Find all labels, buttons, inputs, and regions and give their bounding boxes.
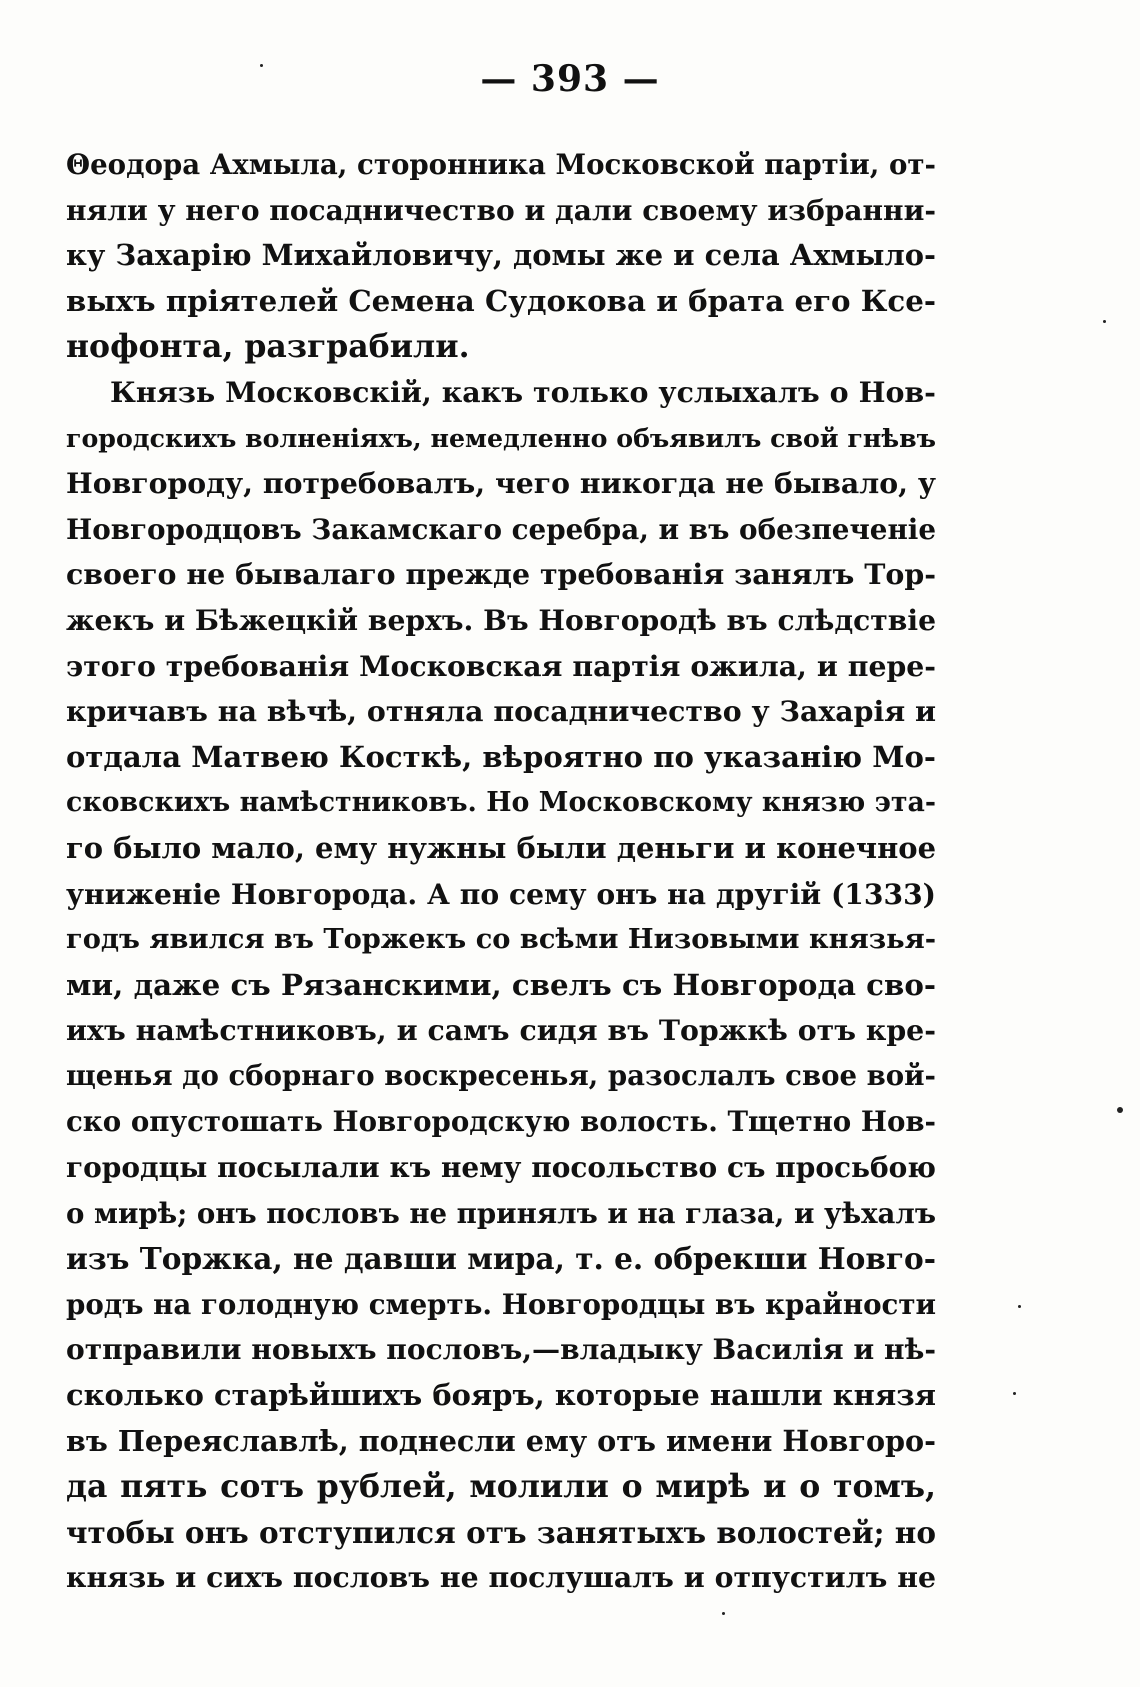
text-line: Новгороду, потребовалъ, чего никогда не бывало, у — [66, 466, 936, 501]
ink-speck — [1117, 1107, 1123, 1113]
text-line: ихъ намѣстниковъ, и самъ сидя въ Торжкѣ отъ кре- — [66, 1013, 936, 1048]
ink-speck — [260, 64, 263, 67]
text-line: ми, даже съ Рязанскими, свелъ съ Новгорода сво- — [66, 967, 936, 1002]
text-line: отправили новыхъ пословъ,—владыку Василія и нѣ- — [66, 1333, 936, 1367]
text-line: годъ явился въ Торжекъ со всѣми Низовыми князья- — [66, 923, 936, 956]
text-line: въ Переяславлѣ, поднесли ему отъ имени Новгоро- — [66, 1423, 936, 1458]
text-line: ку Захарію Михайловичу, домы же и села Ахмыло- — [66, 238, 936, 273]
text-line: нофонта, разграбили. — [66, 328, 470, 366]
text-line: князь и сихъ пословъ не послушалъ и отпустилъ не — [66, 1560, 936, 1595]
text-line: Князь Московскій, какъ только услыхалъ о Нов- — [110, 374, 936, 409]
text-line: своего не бывалаго прежде требованія занялъ Тор- — [66, 557, 936, 592]
ink-speck — [722, 1612, 725, 1615]
page-number: — 393 — — [480, 58, 660, 100]
text-line: Θеодора Ахмыла, сторонника Московской партіи, от- — [66, 148, 936, 181]
text-line: сколько старѣйшихъ бояръ, которые нашли князя — [66, 1378, 936, 1413]
text-line: изъ Торжка, не давши мира, т. е. обрекши Новго- — [66, 1241, 936, 1277]
text-line: да пять сотъ рублей, молили о мирѣ и о томъ, — [66, 1468, 936, 1506]
text-line: о мирѣ; онъ пословъ не принялъ и на глаза, и уѣхалъ — [66, 1196, 936, 1230]
text-line: выхъ пріятелей Семена Судокова и брата его Ксе- — [66, 283, 936, 318]
text-line: городцы посылали къ нему посольство съ просьбою — [66, 1151, 936, 1185]
text-line: чтобы онъ отступился отъ занятыхъ волостей; но — [66, 1514, 936, 1550]
text-line: этого требованія Московская партія ожила, и пере- — [66, 648, 936, 683]
text-line: сковскихъ намѣстниковъ. Но Московскому князю эта- — [66, 787, 936, 819]
text-line: жекъ и Бѣжецкій верхъ. Въ Новгородѣ въ слѣдствіе — [66, 603, 936, 637]
text-line: униженіе Новгорода. А по сему онъ на другій (1333) — [66, 877, 936, 911]
text-line: отдала Матвею Косткѣ, вѣроятно по указанію Мо- — [66, 739, 936, 774]
ink-speck — [1103, 320, 1106, 323]
text-line: го было мало, ему нужны были деньги и конечное — [66, 830, 936, 865]
text-line: городскихъ волненіяхъ, немедленно объявилъ свой гнѣвъ — [66, 422, 936, 453]
text-line: родъ на голодную смерть. Новгородцы въ крайности — [66, 1287, 936, 1321]
body-text — [66, 142, 936, 1601]
text-line: кричавъ на вѣчѣ, отняла посадничество у Захарія и — [66, 694, 937, 729]
text-line: Новгородцовъ Закамскаго серебра, и въ обезпеченіе — [66, 512, 936, 546]
text-line: щенья до сборнаго воскресенья, разослалъ свое вой- — [66, 1059, 936, 1092]
text-line: няли у него посадничество и дали своему избранни- — [66, 193, 936, 227]
ink-speck — [1013, 1392, 1016, 1395]
ink-speck — [1018, 1305, 1021, 1308]
text-line: ско опустошать Новгородскую волость. Тщетно Нов- — [66, 1105, 936, 1139]
